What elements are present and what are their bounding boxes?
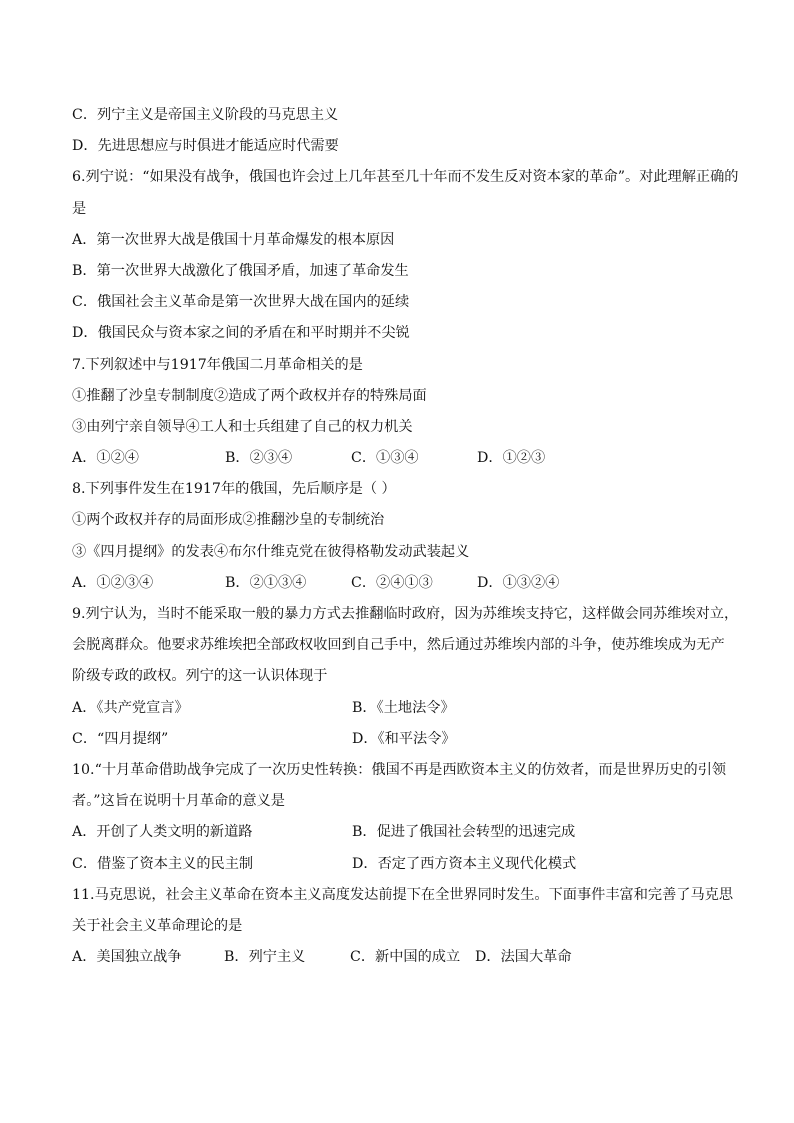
text-line: ①两个政权并存的局面形成②推翻沙皇的专制统治 (72, 512, 385, 529)
answer-option: A．①②③④ (72, 574, 154, 591)
answer-option: C．①③④ (351, 450, 419, 467)
options-row (72, 443, 732, 474)
answer-option: A．①②④ (72, 450, 139, 467)
text-line: D．俄国民众与资本家之间的矛盾在和平时期并不尖锐 (72, 325, 410, 342)
text-line: ③由列宁亲自领导④工人和士兵组建了自己的权力机关 (72, 418, 413, 435)
answer-option: C．②④①③ (351, 574, 433, 591)
text-line: 会脱离群众。他要求苏维埃把全部政权收回到自己手中，然后通过苏维埃内部的斗争，使苏维埃成为无产 (72, 637, 725, 654)
options-row (72, 724, 732, 755)
answer-option: D．①②③ (477, 450, 546, 467)
text-line: 6.列宁说：“如果没有战争，俄国也许会过上几年甚至几十年而不发生反对资本家的革命”。对此理解正确的 (72, 169, 739, 186)
text-line: 8.下列事件发生在1917年的俄国，先后顺序是（ ） (72, 481, 396, 498)
answer-option: D．①③②④ (477, 574, 560, 591)
text-line: A．第一次世界大战是俄国十月革命爆发的根本原因 (72, 231, 395, 248)
answer-option: D．否定了西方资本主义现代化模式 (352, 855, 577, 872)
text-line: 9.列宁认为，当时不能采取一般的暴力方式去推翻临时政府，因为苏维埃支持它，这样做会同苏维埃对立， (72, 606, 739, 622)
options-row (72, 568, 732, 599)
text-line: 11.马克思说，社会主义革命在资本主义高度发达前提下在全世界同时发生。下面事件丰富和完善了马克思 (72, 886, 734, 903)
answer-option: B．列宁主义 (224, 949, 306, 966)
text-line: 10.“十月革命借助战争完成了一次历史性转换：俄国不再是西欧资本主义的仿效者，而是世界历史的引领 (72, 761, 727, 778)
text-line: 者。”这旨在说明十月革命的意义是 (72, 793, 285, 810)
text-line: C．俄国社会主义革命是第一次世界大战在国内的延续 (72, 294, 410, 311)
text-line: 阶级专政的政权。列宁的这一认识体现于 (72, 668, 328, 685)
text-line: ①推翻了沙皇专制制度②造成了两个政权并存的特殊局面 (72, 387, 427, 404)
exam-page (72, 100, 739, 973)
answer-option: A．美国独立战争 (72, 949, 182, 966)
answer-option: D．《和平法令》 (352, 730, 456, 747)
text-line: 关于社会主义革命理论的是 (72, 917, 243, 934)
answer-option: A．《共产党宣言》 (72, 699, 189, 716)
answer-option: A．开创了人类文明的新道路 (72, 824, 253, 841)
options-row (72, 942, 732, 973)
options-row (72, 849, 732, 880)
text-line: C．列宁主义是帝国主义阶段的马克思主义 (72, 107, 339, 123)
text-line: 7.下列叙述中与1917年俄国二月革命相关的是 (72, 356, 363, 373)
text-line: B．第一次世界大战激化了俄国矛盾，加速了革命发生 (72, 262, 409, 279)
answer-option: C．借鉴了资本主义的民主制 (72, 855, 254, 872)
answer-option: C．“四月提纲” (72, 730, 169, 747)
text-line: 是 (72, 200, 87, 217)
answer-option: B．②①③④ (225, 574, 307, 591)
options-row (72, 817, 732, 848)
options-row (72, 693, 732, 724)
answer-option: B．促进了俄国社会转型的迅速完成 (352, 824, 576, 841)
text-line: ③《四月提纲》的发表④布尔什维克党在彼得格勒发动武装起义 (72, 543, 470, 560)
text-line: D．先进思想应与时俱进才能适应时代需要 (72, 138, 339, 155)
answer-option: D．法国大革命 (475, 949, 572, 966)
answer-option: C．新中国的成立 (350, 949, 461, 966)
answer-option: B．②③④ (225, 450, 293, 467)
answer-option: B．《土地法令》 (352, 699, 455, 716)
